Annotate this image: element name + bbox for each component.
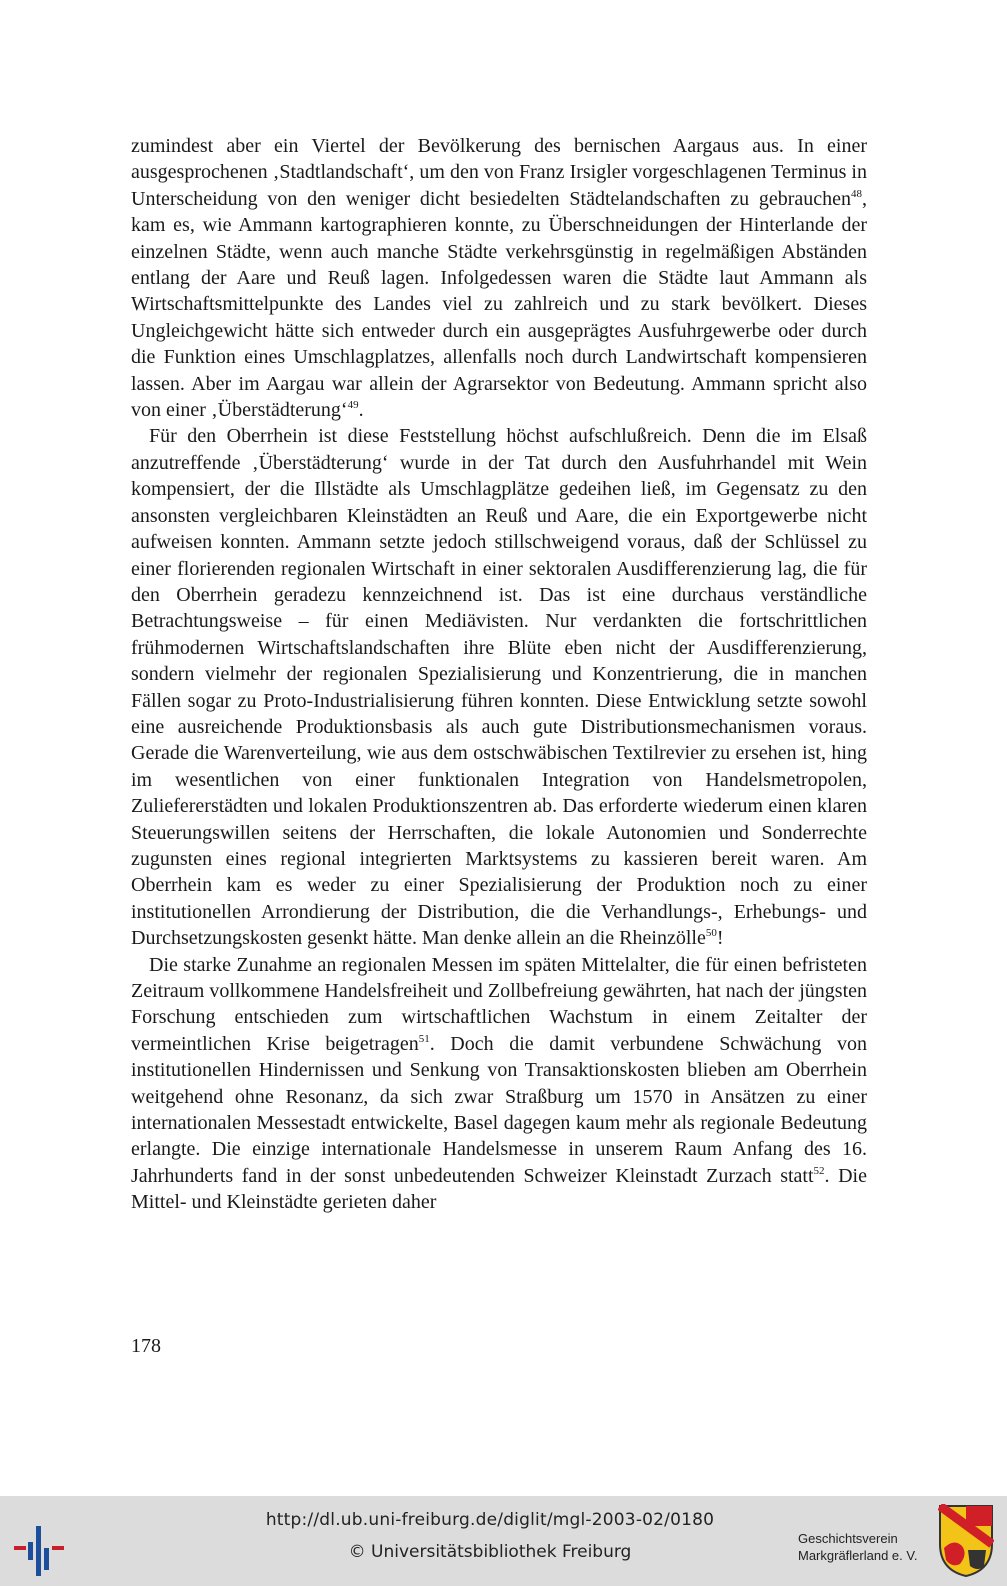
text-run: zumindest aber ein Viertel der Bevölkerung des bernischen Aargaus aus. In einer ausgesprochenen ‚Stadtlandschaft‘, um den von Franz Irsigler vorgeschlagenen Terminus in Unterscheidung von den weniger dicht besiedelten Städtelandschaften zu gebrauchen: [131, 135, 867, 210]
paragraph: [131, 952, 867, 1216]
paragraph: [131, 133, 867, 423]
society-name-line-1: Geschichtsverein: [798, 1531, 898, 1546]
text-run: . Doch die damit verbundene Schwächung von institutionellen Hindernissen und Senkung von Transaktionskosten blieben am Oberrhein weitgehend ohne Resonanz, da sich zwar Straßburg um 1570 in Ansätzen zu einer internationalen Messestadt entwickelte, Basel dagegen kaum mehr als regionale Bedeutung erlangte. Die einzige internationale Handelsmesse in unserem Raum Anfang des 16. Jahrhunderts fand in der sonst unbedeutenden Schweizer Kleinstadt Zurzach statt: [131, 1032, 867, 1187]
society-name: [798, 1530, 938, 1564]
text-run: !: [716, 927, 724, 950]
footnote-marker: 52: [813, 1164, 825, 1177]
footnote-marker: 50: [705, 927, 717, 940]
footnote-marker: 48: [851, 187, 862, 200]
text-run: .: [358, 399, 364, 422]
source-url-link[interactable]: http://dl.ub.uni-freiburg.de/diglit/mgl-2003-02/0180: [265, 1510, 715, 1530]
page-number: 178: [131, 1335, 161, 1357]
body-text: [131, 133, 867, 1216]
ub-freiburg-logo-icon: [14, 1526, 68, 1576]
footnote-marker: 51: [418, 1032, 430, 1045]
paragraph: [131, 423, 867, 951]
text-run: Die starke Zunahme an regionalen Messen im späten Mittelalter, die für einen befristeten Zeitraum vollkommene Handelsfreiheit und Zollbefreiung gewährten, hat nach der jüngsten Forschung entschieden zum wirtschaftlichen Wachstum in einem Zeitalter der vermeintlichen Krise beigetragen: [131, 953, 867, 1055]
society-name-line-2: Markgräflerland e. V.: [798, 1548, 918, 1563]
footer-bar: [0, 1496, 1007, 1586]
text-run: . Die Mittel- und Kleinstädte gerieten daher: [131, 1164, 867, 1214]
text-run: Für den Oberrhein ist diese Feststellung höchst aufschlußreich. Denn die im Elsaß anzutreffende ‚Überstädterung‘ wurde in der Tat durch den Ausfuhrhandel mit Wein kompensiert, der die Illstädte als Umschlagplätze gedeihen ließ, im Gegensatz zu den ansonsten vergleichbaren Kleinstädten an Reuß und Aare, die ein Exportgewerbe nicht aufweisen konnten. Ammann setzte jedoch stillschweigend voraus, daß der Schlüssel zu einer florierenden regionalen Wirtschaft in einer sektoralen Ausdifferenzierung lag, die für den Oberrhein geradezu kennzeichnend ist. Das ist eine durchaus verständliche Betrachtungsweise – für einen Mediävisten. Nur verdankten die fortschrittlichen frühmodernen Wirtschaftslandschaften ihre Blüte eben nicht der Ausdifferenzierung, sondern vielmehr der regionalen Spezialisierung und Konzentrierung, die in manchen Fällen sogar zu Proto-Industrialisierung führen konnten. Diese Entwicklung setzte sowohl eine ausreichende Produktionsbasis als auch gute Distributionsmechanismen voraus. Gerade die Warenverteilung, wie aus dem ostschwäbischen Textilrevier zu ersehen ist, hing im wesentlichen von einer funktionalen Integration von Handelsmetropolen, Zuliefererstädten und lokalen Produktionszentren ab. Das erforderte wiederum einen klaren Steuerungswillen seitens der Herrschaften, die lokale Autonomien und Sonderrechte zugunsten eines regional integrierten Marktsystems zu kassieren bereit waren. Am Oberrhein kam es weder zu einer Spezialisierung der Produktion noch zu einer institutionellen Arrondierung der Distribution, die die Verhandlungs-, Erhebungs- und Durchsetzungskosten gesenkt hätte. Man denke allein an die Rheinzölle: [131, 425, 867, 950]
footnote-marker: 49: [347, 399, 359, 412]
markgraeflerland-crest-icon: [938, 1504, 994, 1578]
text-run: , kam es, wie Ammann kartographieren konnte, zu Überschneidungen der Hinterlande der einzelnen Städte, wenn auch manche Städte verkehrsgünstig in regelmäßigen Abständen entlang der Aare und Reuß lagen. Infolgedessen waren die Städte laut Ammann als Wirtschaftsmittelpunkte des Landes viel zu zahlreich und zu stark bevölkert. Dieses Ungleichgewicht hätte sich entweder durch ein ausgeprägtes Ausfuhrgewerbe oder durch die Funktion eines Umschlagplatzes, allenfalls noch durch Landwirtschaft kompensieren lassen. Aber im Aargau war allein der Agrarsektor von Bedeutung. Ammann spricht also von einer ‚Überstädterung‘: [131, 187, 867, 422]
copyright-notice: © Universitätsbibliothek Freiburg: [348, 1542, 632, 1562]
